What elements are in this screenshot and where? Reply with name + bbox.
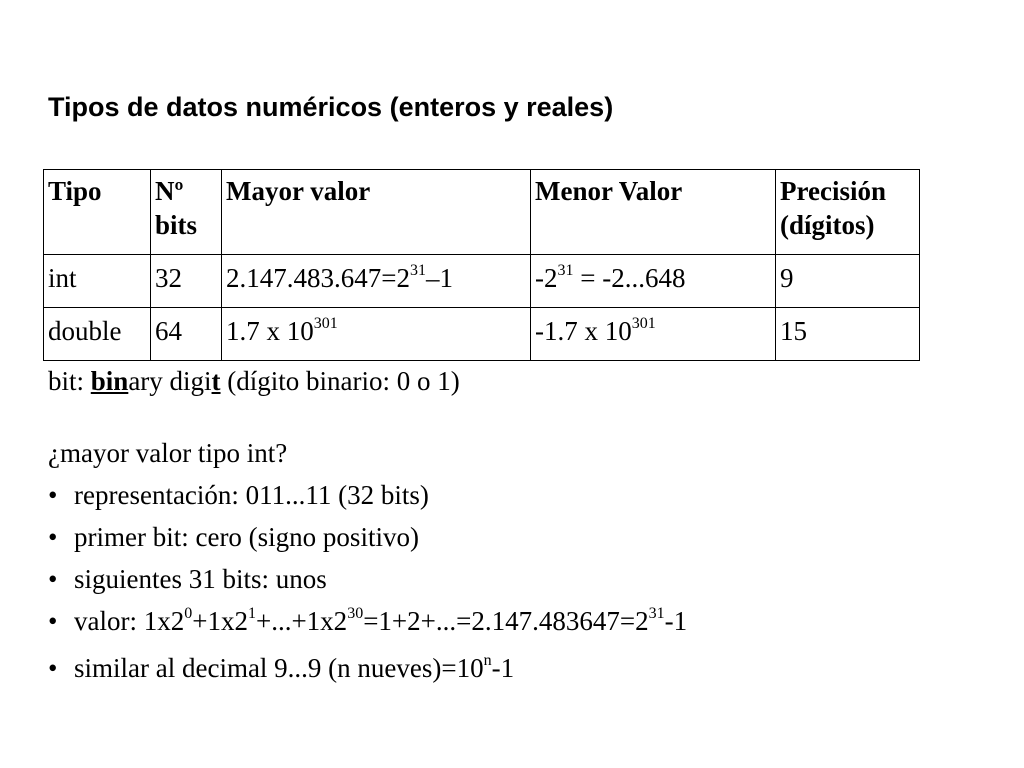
cell-tipo: int: [44, 255, 151, 308]
header-precision: Precisión (dígitos): [776, 170, 920, 255]
cell-menor: $-2^{31} = -2...648$: [531, 255, 776, 308]
table-header-row: [44, 170, 920, 255]
list-item: • representación: 011...11 (32 bits): [48, 474, 687, 516]
list-item: • primer bit: cero (signo positivo): [48, 516, 687, 558]
list-item: • similar al decimal 9...9 (n $nueves)=10^n-1$: [48, 647, 687, 694]
cell-bits: 64: [151, 308, 222, 361]
question-text: ¿mayor valor tipo int?: [48, 438, 288, 468]
cell-mayor: 1.7 x $10^{301}$: [222, 308, 531, 361]
header-tipo: Tipo: [44, 170, 151, 255]
page-title: Tipos de datos numéricos (enteros y reales): [48, 92, 614, 122]
header-menor-valor: Menor Valor: [531, 170, 776, 255]
cell-mayor: $2.147.483.647=2^{31}-1$: [222, 255, 531, 308]
cell-bits: 32: [151, 255, 222, 308]
cell-menor: -1.7 x $10^{301}$: [531, 308, 776, 361]
numeric-types-table: [43, 169, 920, 361]
bit-definition: bit: binary digit (dígito binario: 0 o 1): [48, 366, 460, 396]
bullet-icon: •: [48, 480, 58, 510]
explanation-text: [48, 360, 687, 694]
cell-tipo: double: [44, 308, 151, 361]
bullet-icon: •: [48, 522, 58, 552]
list-item: • valor: $1x2^0+1x2^1+...+1x2^{30}=1+2+...=2.147.483647=2^{31}-1$: [48, 600, 687, 647]
header-bits: Nº bits: [151, 170, 222, 255]
cell-precision: 9: [776, 255, 920, 308]
header-mayor-valor: Mayor valor: [222, 170, 531, 255]
cell-precision: 15: [776, 308, 920, 361]
bullet-icon: •: [48, 606, 58, 636]
bullet-icon: •: [48, 653, 58, 683]
list-item: • siguientes 31 bits: unos: [48, 558, 687, 600]
bullet-icon: •: [48, 564, 58, 594]
table-row-int: [44, 255, 920, 308]
table-row-double: [44, 308, 920, 361]
